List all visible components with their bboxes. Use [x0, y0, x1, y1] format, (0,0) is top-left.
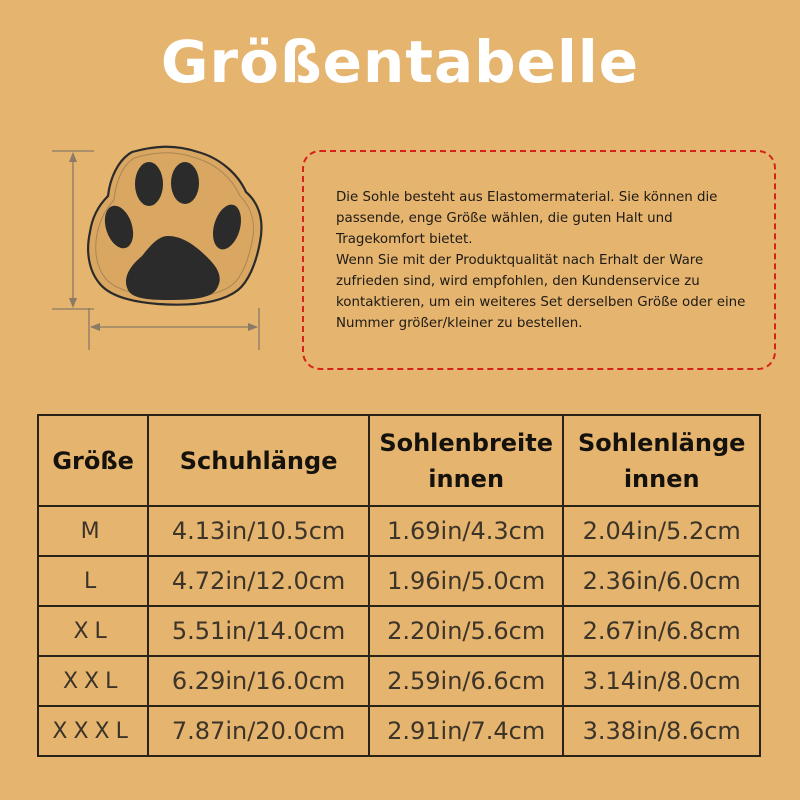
size-cell: XXL — [38, 656, 148, 706]
size-cell: L — [38, 556, 148, 606]
shoe-length-cell: 4.72in/12.0cm — [148, 556, 369, 606]
table-row — [38, 656, 760, 706]
sole-length-cell: 2.04in/5.2cm — [563, 506, 760, 556]
size-cell: M — [38, 506, 148, 556]
paw-sole-illustration — [48, 140, 273, 355]
header-inner-sole-width: Sohlenbreite innen — [369, 415, 564, 506]
info-paragraph-material: Die Sohle besteht aus Elastomermaterial. Sie können die passende, enge Größe wählen, die guten Halt und Tragekomfort bietet. — [336, 189, 718, 247]
sole-length-cell: 2.67in/6.8cm — [563, 606, 760, 656]
sole-length-cell: 2.36in/6.0cm — [563, 556, 760, 606]
sole-width-cell: 2.20in/5.6cm — [369, 606, 564, 656]
sole-length-cell: 3.38in/8.6cm — [563, 706, 760, 756]
sole-width-cell: 1.96in/5.0cm — [369, 556, 564, 606]
header-shoe-length: Schuhlänge — [148, 415, 369, 506]
info-box — [302, 150, 776, 370]
shoe-length-cell: 5.51in/14.0cm — [148, 606, 369, 656]
shoe-length-cell: 7.87in/20.0cm — [148, 706, 369, 756]
header-size: Größe — [38, 415, 148, 506]
sole-width-cell: 2.91in/7.4cm — [369, 706, 564, 756]
table-row — [38, 606, 760, 656]
shoe-length-cell: 4.13in/10.5cm — [148, 506, 369, 556]
vertical-dimension-arrow-icon — [52, 151, 94, 309]
header-inner-sole-length: Sohlenlänge innen — [563, 415, 760, 506]
table-header-row — [38, 415, 760, 506]
sole-width-cell: 1.69in/4.3cm — [369, 506, 564, 556]
paw-sole-icon — [88, 147, 261, 305]
size-cell: XXXL — [38, 706, 148, 756]
page-title: Größentabelle — [160, 28, 640, 96]
table-row — [38, 506, 760, 556]
info-text — [336, 187, 762, 334]
size-cell: XL — [38, 606, 148, 656]
table-row — [38, 556, 760, 606]
size-table — [37, 414, 761, 757]
sole-width-cell: 2.59in/6.6cm — [369, 656, 564, 706]
info-paragraph-service: Wenn Sie mit der Produktqualität nach Erhalt der Ware zufrieden sind, wird empfohlen, den Kundenservice zu kontaktieren, um ein weiteres Set derselben Größe oder eine Nummer größer/kleiner zu bestellen. — [336, 252, 746, 331]
horizontal-dimension-arrow-icon — [89, 308, 259, 350]
shoe-length-cell: 6.29in/16.0cm — [148, 656, 369, 706]
sole-length-cell: 3.14in/8.0cm — [563, 656, 760, 706]
table-row — [38, 706, 760, 756]
